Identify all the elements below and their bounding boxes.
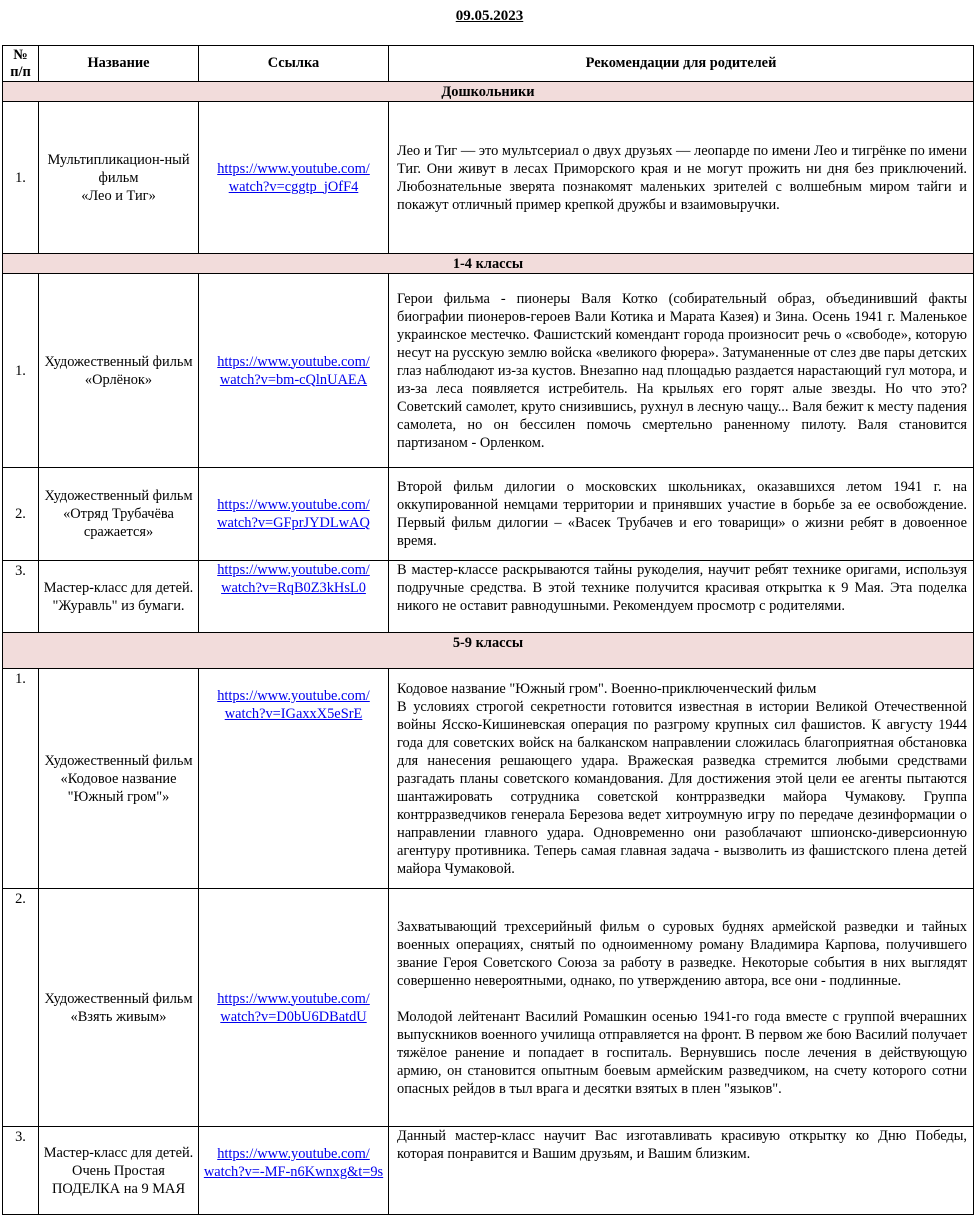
document-date: 09.05.2023 bbox=[455, 8, 524, 24]
row-link-cell bbox=[199, 102, 389, 254]
description-paragraph: Молодой лейтенант Василий Ромашкин осенью 1941-го года вместе с группой вчерашних выпускников военного училища отправляется на фронт. В первом же бою Василий получает тяжёлое ранение и попадает в госпиталь. Вернувшись после лечения в действующую армию, он становится опытным боевым армейским разведчиком, на счету которого сотни опасных рейдов в тыл врага и десятки взятых в плен "языков". bbox=[397, 1008, 967, 1097]
section-row-preschool bbox=[3, 82, 974, 102]
video-link[interactable] bbox=[217, 354, 370, 388]
row-name bbox=[39, 102, 199, 254]
row-link-cell bbox=[199, 274, 389, 468]
video-link-line-1[interactable]: https://www.youtube.com/ bbox=[217, 1146, 370, 1162]
row-name-title: «Кодовое название "Южный гром"» bbox=[60, 770, 177, 805]
video-link-line-1[interactable]: https://www.youtube.com/ bbox=[217, 160, 370, 177]
recommendations-table bbox=[2, 45, 974, 1215]
table-row bbox=[3, 561, 974, 633]
row-name-type: Художественный фильм bbox=[44, 488, 193, 504]
row-number: 3. bbox=[3, 561, 39, 633]
table-row bbox=[3, 1127, 974, 1215]
row-number: 2. bbox=[3, 889, 39, 1127]
video-link-line-2[interactable]: watch?v=GFprJYDLwAQ bbox=[217, 515, 370, 531]
header-name: Название bbox=[39, 46, 199, 82]
row-name-type: Художественный фильм bbox=[44, 752, 193, 769]
row-name bbox=[39, 274, 199, 468]
row-description: Лео и Тиг — это мультсериал о двух друзьях — леопарде по имени Лео и тигрёнке по имени Тиг. Они живут в лесах Приморского края и не могут прожить ни дня без приключений. Любознательные зверята познакомят маленьких зрителей с волшебным миром тайги и покажут отличный пример крепкой дружбы и взаимовыручки. bbox=[389, 102, 974, 254]
section-title: 5-9 классы bbox=[3, 633, 974, 669]
video-link-line-1[interactable]: https://www.youtube.com/ bbox=[217, 688, 370, 704]
video-link-line-1[interactable]: https://www.youtube.com/ bbox=[217, 353, 370, 370]
row-number: 1. bbox=[3, 274, 39, 468]
video-link-line-1[interactable]: https://www.youtube.com/ bbox=[217, 497, 370, 513]
row-name-title: «Лео и Тиг» bbox=[81, 187, 156, 204]
row-name-title: «Орлёнок» bbox=[84, 371, 153, 388]
header-link: Ссылка bbox=[199, 46, 389, 82]
row-name bbox=[39, 1127, 199, 1215]
video-link-line-2[interactable]: watch?v=IGaxxX5eSrE bbox=[224, 706, 363, 722]
row-name-type: Мастер-класс для детей. bbox=[43, 579, 194, 596]
row-name bbox=[39, 669, 199, 889]
row-name-title: "Журавль" из бумаги. bbox=[52, 597, 185, 614]
video-link-line-2[interactable]: watch?v=cggtp_jOfF4 bbox=[228, 178, 359, 195]
header-num: № п/п bbox=[3, 46, 39, 82]
video-link[interactable] bbox=[217, 562, 370, 596]
row-name-type: Мастер-класс для детей. bbox=[43, 1144, 194, 1161]
row-link-cell bbox=[199, 669, 389, 889]
row-name bbox=[39, 468, 199, 561]
row-link-cell bbox=[199, 1127, 389, 1215]
row-description: В мастер-классе раскрываются тайны рукоделия, научит ребят технике оригами, используя подручные средства. В этой технике получится красивая открытка к 9 Мая. Эта поделка никого не оставит равнодушными. Рекомендуем просмотр с родителями. bbox=[389, 561, 974, 633]
row-number: 3. bbox=[3, 1127, 39, 1215]
row-name bbox=[39, 889, 199, 1127]
description-paragraph: Кодовое название "Южный гром". Военно-приключенческий фильм bbox=[397, 680, 817, 697]
table-row bbox=[3, 669, 974, 889]
table-row bbox=[3, 102, 974, 254]
video-link-line-2[interactable]: watch?v=D0bU6DBatdU bbox=[220, 1008, 367, 1025]
section-title: 1-4 классы bbox=[3, 254, 974, 274]
row-link-cell bbox=[199, 468, 389, 561]
row-description: Герои фильма - пионеры Валя Котко (собирательный образ, объединивший факты биографии пионеров-героев Вали Котика и Марата Казея) и Зина. Осень 1941 г. Маленькое украинское местечко. Фашистский комендант города произносит речь о «свободе», которую несут на русскую землю войска «великого фюрера». Затуманенные от слез две пары детских глаз наблюдают из-за кустов. Внезапно над площадью раздается нарастающий гул мотора, и из-за леса появляется истребитель. На крыльях его горят алые звезды. Но что это? Советский самолет, круто снизившись, рухнул в лесную чащу... Валя бежит к месту падения самолета, но он бессилен помочь смертельно раненному пилоту. Валя становится партизаном - Орленком. bbox=[389, 274, 974, 468]
row-description: Второй фильм дилогии о московских школьниках, оказавшихся летом 1941 г. на оккупированной немцами территории и принявших участие в борьбе за ее освобождение. Первый фильм дилогии – «Васек Трубачев и его товарищи» о жизни ребят в довоенное время. bbox=[389, 468, 974, 561]
video-link[interactable] bbox=[217, 688, 370, 722]
header-row bbox=[3, 46, 974, 82]
row-description: Данный мастер-класс научит Вас изготавливать красивую открытку ко Дню Победы, которая понравится и Вашим друзьям, и Вашим близким. bbox=[389, 1127, 974, 1215]
header-recommend: Рекомендации для родителей bbox=[389, 46, 974, 82]
video-link[interactable] bbox=[204, 1146, 383, 1180]
video-link[interactable] bbox=[217, 497, 370, 531]
section-row-grades-1-4 bbox=[3, 254, 974, 274]
row-number: 1. bbox=[3, 669, 39, 889]
video-link-line-1[interactable]: https://www.youtube.com/ bbox=[217, 562, 370, 578]
row-description bbox=[389, 889, 974, 1127]
video-link-line-1[interactable]: https://www.youtube.com/ bbox=[217, 990, 370, 1007]
row-name-title: «Взять живым» bbox=[70, 1008, 167, 1025]
description-paragraph: В условиях строгой секретности готовится известная в истории Великой Отечественной войны Ясско-Кишиневская операция по разгрому крупных сил фашистов. К августу 1944 года для советских войск на балканском направлении сложилась благоприятная обстановка для нанесения решающего удара. Вражеская разведка стремится любыми средствами разгадать планы советского командования. Для достижения этой цели ее агенты пытаются шантажировать сотрудника советской контрразведки майора Чумакову. Группа контрразведчиков генерала Березова ведет хитроумную игру по передаче дезинформации о направлении главного удара. Одновременно они разоблачают шпионско-диверсионную агентуру противника. Теперь самая главная задача - вызволить из фашистского плена детей майора Чумаковой. bbox=[397, 698, 967, 877]
row-link-cell bbox=[199, 889, 389, 1127]
row-name-title: «Отряд Трубачёва сражается» bbox=[63, 506, 174, 540]
section-title: Дошкольники bbox=[3, 82, 974, 102]
video-link[interactable] bbox=[217, 991, 370, 1025]
video-link-line-2[interactable]: watch?v=bm-cQlnUAEA bbox=[219, 371, 368, 388]
video-link-line-2[interactable]: watch?v=RqB0Z3kHsL0 bbox=[221, 580, 366, 596]
table-row bbox=[3, 889, 974, 1127]
row-name-type: Художественный фильм bbox=[44, 353, 193, 370]
video-link[interactable] bbox=[217, 161, 370, 195]
row-name-type: Мультипликацион-ный фильм bbox=[47, 151, 190, 186]
section-row-grades-5-9 bbox=[3, 633, 974, 669]
table-row bbox=[3, 274, 974, 468]
row-number: 2. bbox=[3, 468, 39, 561]
table-row bbox=[3, 468, 974, 561]
row-name-type: Художественный фильм bbox=[44, 990, 193, 1007]
row-description bbox=[389, 669, 974, 889]
row-link-cell bbox=[199, 561, 389, 633]
description-paragraph: Захватывающий трехсерийный фильм о суровых буднях армейской разведки и тайных военных операциях, снятый по одноименному роману Владимира Карпова, получившего звание Героя Советского Союза за работу в разведке. Некоторые события в них выглядят совершенно невероятными, однако, по утверждению автора, все они - подлинные. bbox=[397, 918, 967, 989]
row-number: 1. bbox=[3, 102, 39, 254]
video-link-line-2[interactable]: watch?v=-MF-n6Kwnxg&t=9s bbox=[203, 1164, 384, 1180]
row-name bbox=[39, 561, 199, 633]
row-name-title: Очень Простая ПОДЕЛКА на 9 МАЯ bbox=[51, 1162, 186, 1197]
